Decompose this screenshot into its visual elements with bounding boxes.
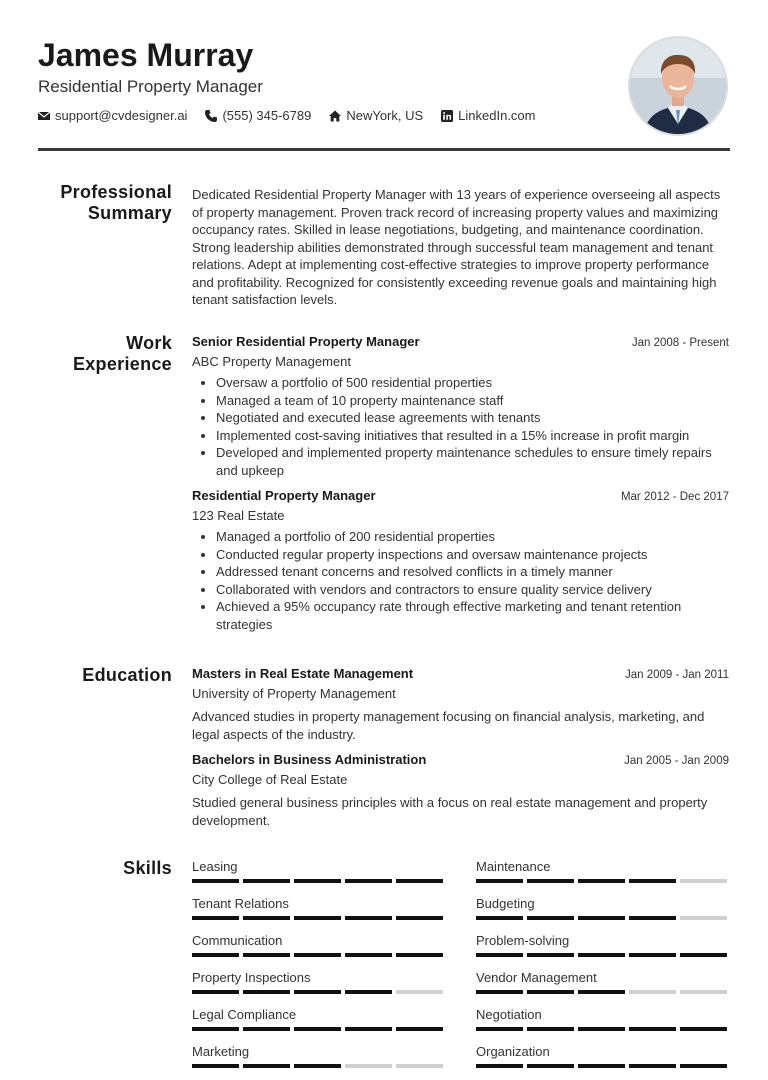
skill-segment-filled	[578, 990, 625, 994]
summary-section	[38, 182, 730, 312]
skill-segment-filled	[192, 879, 239, 883]
education-dates: Jan 2009 - Jan 2011	[624, 669, 729, 681]
skill-level-bar	[476, 1064, 729, 1068]
skill-item	[476, 1043, 729, 1080]
job-bullet: • Developed and implemented property maintenance schedules to ensure timely repairs and upkeep	[216, 444, 729, 479]
job-bullet: • Negotiated and executed lease agreements with tenants	[216, 409, 729, 427]
skill-segment-filled	[192, 916, 239, 920]
education-heading: Education	[82, 665, 172, 685]
job-company: ABC Property Management	[192, 353, 351, 369]
skill-segment-filled	[192, 1064, 239, 1068]
skill-segment-filled	[345, 990, 392, 994]
skill-segment-filled	[396, 1027, 443, 1031]
skill-item	[476, 932, 729, 969]
skill-segment-filled	[243, 1027, 290, 1031]
contact-email[interactable]	[38, 108, 187, 123]
skill-level-bar	[192, 1064, 445, 1068]
skills-grid	[192, 858, 729, 1080]
skill-name: Problem-solving	[476, 933, 570, 948]
profile-photo	[628, 36, 728, 136]
skill-name: Maintenance	[476, 859, 551, 874]
skill-segment-filled	[345, 953, 392, 957]
skill-segment-filled	[345, 879, 392, 883]
summary-text: Dedicated Residential Property Manager with 13 years of experience overseeing all aspects of property management. Proven track record of increasing property values and maximizing occupancy rates. Skilled in lease negotiations, budgeting, and maintenance coordination. Strong leadership abilities demonstrated through successful team management and tenant relations. Adept at implementing cost-effective strategies to improve property performance and profitability. Recognized for consistently exceeding revenue goals and maintaining high tenant satisfaction levels.	[192, 187, 721, 307]
skill-segment-filled	[578, 1064, 625, 1068]
education-school: City College of Real Estate	[192, 771, 348, 787]
skill-segment-filled	[527, 1064, 574, 1068]
linkedin-icon	[441, 110, 453, 122]
skill-level-bar	[476, 1027, 729, 1031]
job-bullet: • Achieved a 95% occupancy rate through effective marketing and tenant retention strategies	[216, 598, 729, 633]
skill-name: Negotiation	[476, 1007, 542, 1022]
skill-level-bar	[476, 990, 729, 994]
skill-segment-filled	[476, 1064, 523, 1068]
education-description: Advanced studies in property management focusing on financial analysis, marketing, and legal aspects of the industry.	[192, 709, 705, 742]
skill-segment-filled	[396, 916, 443, 920]
skill-segment-filled	[629, 1064, 676, 1068]
skill-segment-filled	[243, 990, 290, 994]
skill-segment-filled	[578, 916, 625, 920]
job-entry	[192, 487, 729, 633]
contact-list	[38, 108, 728, 123]
education-school: University of Property Management	[192, 685, 396, 701]
skill-name: Vendor Management	[476, 970, 597, 985]
skill-name: Legal Compliance	[192, 1007, 297, 1022]
job-bullet: • Collaborated with vendors and contractors to ensure quality service delivery	[216, 581, 729, 599]
skill-item	[192, 932, 445, 969]
job-bullet: • Implemented cost-saving initiatives that resulted in a 15% increase in profit margin	[216, 427, 729, 445]
skills-section	[38, 858, 730, 1073]
skill-item	[476, 969, 729, 1006]
skill-segment-filled	[294, 1027, 341, 1031]
job-dates: Mar 2012 - Dec 2017	[620, 491, 729, 503]
skill-segment-filled	[192, 990, 239, 994]
email-icon	[38, 110, 50, 122]
skill-segment-filled	[680, 953, 727, 957]
job-bullets	[192, 528, 729, 633]
job-company: 123 Real Estate	[192, 507, 285, 523]
job-bullets	[192, 374, 729, 479]
skill-level-bar	[476, 879, 729, 883]
phone-icon	[205, 110, 217, 122]
job-bullet: • Conducted regular property inspections and oversaw maintenance projects	[216, 546, 729, 564]
header-divider	[38, 148, 730, 151]
skill-segment-filled	[192, 1027, 239, 1031]
skill-segment-filled	[192, 953, 239, 957]
skill-segment-filled	[294, 1064, 341, 1068]
skill-segment-filled	[629, 1027, 676, 1031]
skill-name: Organization	[476, 1044, 550, 1059]
contact-location-text: NewYork, US	[346, 108, 424, 123]
job-role: Residential Property Manager	[192, 488, 376, 503]
education-dates: Jan 2005 - Jan 2009	[624, 755, 729, 767]
job-bullet: • Managed a team of 10 property maintenance staff	[216, 392, 729, 410]
experience-heading: Work Experience	[72, 333, 172, 374]
skill-segment-empty	[680, 916, 727, 920]
skill-segment-filled	[294, 916, 341, 920]
education-degree: Bachelors in Business Administration	[192, 752, 427, 767]
experience-list	[192, 333, 729, 641]
skill-item	[192, 1006, 445, 1043]
job-bullet: • Oversaw a portfolio of 500 residential properties	[216, 374, 729, 392]
skill-item	[192, 858, 445, 895]
experience-section	[38, 333, 730, 633]
education-section	[38, 665, 730, 830]
skill-item	[476, 1006, 729, 1043]
skill-name: Leasing	[192, 859, 238, 874]
skill-segment-filled	[476, 1027, 523, 1031]
job-bullet: • Addressed tenant concerns and resolved conflicts in a timely manner	[216, 563, 729, 581]
skill-item	[192, 969, 445, 1006]
skill-item	[192, 1043, 445, 1080]
education-list	[192, 665, 729, 837]
skill-level-bar	[192, 953, 445, 957]
job-role: Senior Residential Property Manager	[192, 334, 420, 349]
skill-segment-empty	[629, 990, 676, 994]
resume-header	[38, 36, 728, 148]
contact-linkedin-text: LinkedIn.com	[458, 108, 536, 123]
job-bullet: • Managed a portfolio of 200 residential properties	[216, 528, 729, 546]
skill-level-bar	[192, 916, 445, 920]
skill-item	[476, 858, 729, 895]
skill-segment-filled	[527, 1027, 574, 1031]
skill-segment-filled	[578, 879, 625, 883]
skill-segment-filled	[629, 879, 676, 883]
skill-segment-filled	[476, 879, 523, 883]
contact-location	[329, 108, 423, 123]
summary-heading: Professional Summary	[60, 182, 172, 223]
contact-phone-text: (555) 345-6789	[222, 108, 312, 123]
skill-segment-filled	[345, 916, 392, 920]
home-icon	[329, 110, 341, 122]
skill-segment-filled	[294, 879, 341, 883]
skill-segment-filled	[345, 1027, 392, 1031]
skill-segment-filled	[527, 879, 574, 883]
skill-segment-filled	[476, 953, 523, 957]
contact-email-text: support@cvdesigner.ai	[55, 108, 188, 123]
skills-grid-wrap	[192, 858, 729, 1080]
contact-linkedin[interactable]	[441, 108, 535, 123]
skill-segment-empty	[680, 879, 727, 883]
skill-level-bar	[476, 916, 729, 920]
skills-heading: Skills	[123, 858, 172, 878]
skill-segment-filled	[476, 916, 523, 920]
skill-segment-filled	[243, 916, 290, 920]
skill-segment-filled	[578, 953, 625, 957]
skill-segment-empty	[396, 990, 443, 994]
skill-segment-filled	[243, 953, 290, 957]
skill-segment-filled	[527, 953, 574, 957]
skill-segment-filled	[629, 916, 676, 920]
skill-segment-empty	[396, 1064, 443, 1068]
skill-name: Communication	[192, 933, 283, 948]
candidate-title: Residential Property Manager	[38, 77, 263, 96]
skill-level-bar	[192, 879, 445, 883]
skill-name: Tenant Relations	[192, 896, 289, 911]
job-entry	[192, 333, 729, 479]
skill-item	[192, 895, 445, 932]
skill-segment-filled	[578, 1027, 625, 1031]
job-dates: Jan 2008 - Present	[631, 337, 729, 349]
education-description: Studied general business principles with a focus on real estate management and property development.	[192, 795, 708, 828]
skill-level-bar	[476, 953, 729, 957]
skill-segment-filled	[527, 990, 574, 994]
skill-level-bar	[192, 990, 445, 994]
skill-segment-filled	[629, 953, 676, 957]
skill-segment-filled	[396, 953, 443, 957]
skill-segment-filled	[396, 879, 443, 883]
skill-name: Marketing	[192, 1044, 250, 1059]
skill-name: Property Inspections	[192, 970, 311, 985]
avatar	[630, 38, 726, 134]
skill-segment-empty	[680, 990, 727, 994]
education-degree: Masters in Real Estate Management	[192, 666, 414, 681]
candidate-name: James Murray	[38, 37, 254, 73]
contact-phone[interactable]	[205, 108, 311, 123]
skill-segment-filled	[680, 1064, 727, 1068]
education-entry	[192, 751, 729, 829]
skill-segment-filled	[294, 990, 341, 994]
skill-segment-filled	[527, 916, 574, 920]
skill-segment-filled	[294, 953, 341, 957]
skill-level-bar	[192, 1027, 445, 1031]
education-entry	[192, 665, 729, 743]
skill-segment-empty	[345, 1064, 392, 1068]
skill-segment-filled	[680, 1027, 727, 1031]
skill-segment-filled	[243, 879, 290, 883]
skill-segment-filled	[243, 1064, 290, 1068]
skill-item	[476, 895, 729, 932]
skill-name: Budgeting	[476, 896, 535, 911]
skill-segment-filled	[476, 990, 523, 994]
